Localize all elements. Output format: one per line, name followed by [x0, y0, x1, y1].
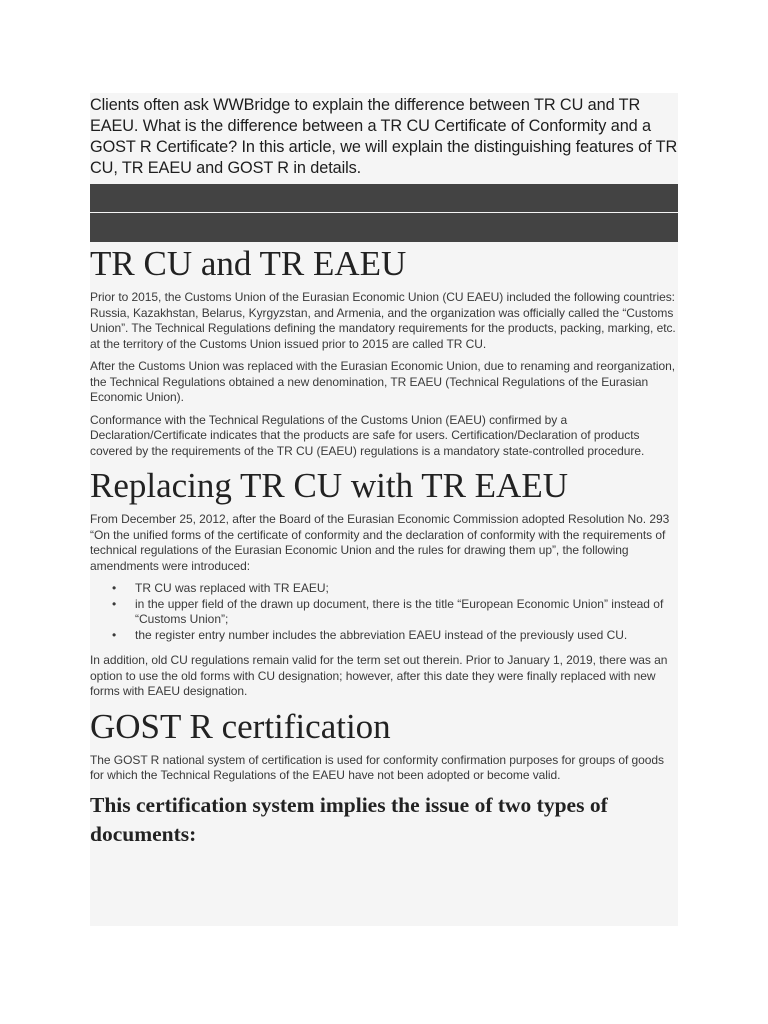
document-page: [90, 93, 678, 926]
paragraph-prior-to-2015: Prior to 2015, the Customs Union of the Eurasian Economic Union (CU EAEU) included the following countries: Russia, Kazakhstan, Belarus, Kyrgyzstan, and Armenia, and the organization was officially called the “Customs Union”. The Technical Regulations defining the mandatory requirements for the products, packing, marking, etc. at the territory of the Customs Union issued prior to 2015 are called TR CU.: [90, 290, 676, 351]
paragraph-gost-r-system: The GOST R national system of certification is used for conformity confirmation purposes for groups of goods for which the Technical Regulations of the EAEU have not been adopted or become valid.: [90, 752, 664, 782]
list-item: • the register entry number includes the abbreviation EAEU instead of the previously used CU.: [135, 628, 678, 644]
intro-paragraph: Clients often ask WWBridge to explain the difference between TR CU and TR EAEU. What is the difference between a TR CU Certificate of Conformity and a GOST R Certificate? In this article, we will explain the distinguishing features of TR CU, TR EAEU and GOST R in details.: [90, 96, 678, 177]
section-heading-gost-r-certification: GOST R certification: [90, 706, 391, 746]
paragraph-conformance: Conformance with the Technical Regulations of the Customs Union (EAEU) confirmed by a Declaration/Certificate indicates that the products are safe for users. Certification/Declaration of products covered by the requirements of the TR CU (EAEU) regulations is a mandatory state-controlled procedure.: [90, 412, 645, 458]
paragraph-in-addition: In addition, old CU regulations remain valid for the term set out therein. Prior to January 1, 2019, there was an option to use the old forms with CU designation; however, after this date they were finally replaced with new forms with EAEU designation.: [90, 653, 668, 698]
paragraph-after-customs-union: After the Customs Union was replaced with the Eurasian Economic Union, due to renaming and reorganization, the Technical Regulations obtained a new denomination, TR EAEU (Technical Regulations of the Eurasian Economic Union).: [90, 359, 676, 404]
section-heading-tr-cu-and-tr-eaeu: TR CU and TR EAEU: [90, 244, 407, 283]
list-item: • TR CU was replaced with TR EAEU;: [135, 581, 678, 597]
list-item: • in the upper field of the drawn up document, there is the title “European Economic Union” instead of “Customs Union”;: [135, 597, 678, 628]
section-heading-replacing-tr-cu: Replacing TR CU with TR EAEU: [90, 466, 568, 505]
amendments-list: [90, 581, 678, 643]
subheading-two-types-of-documents: This certification system implies the issue of two types of documents:: [90, 792, 608, 846]
paragraph-from-december: From December 25, 2012, after the Board of the Eurasian Economic Commission adopted Resolution No. 293 “On the unified forms of the certificate of conformity and the declaration of conformity with the requirements of technical regulations of the Eurasian Economic Union and the rules for drawing them up”, the following amendments were introduced:: [90, 512, 670, 573]
dark-banner-bottom: [90, 213, 678, 242]
dark-banner-top: [90, 184, 678, 212]
